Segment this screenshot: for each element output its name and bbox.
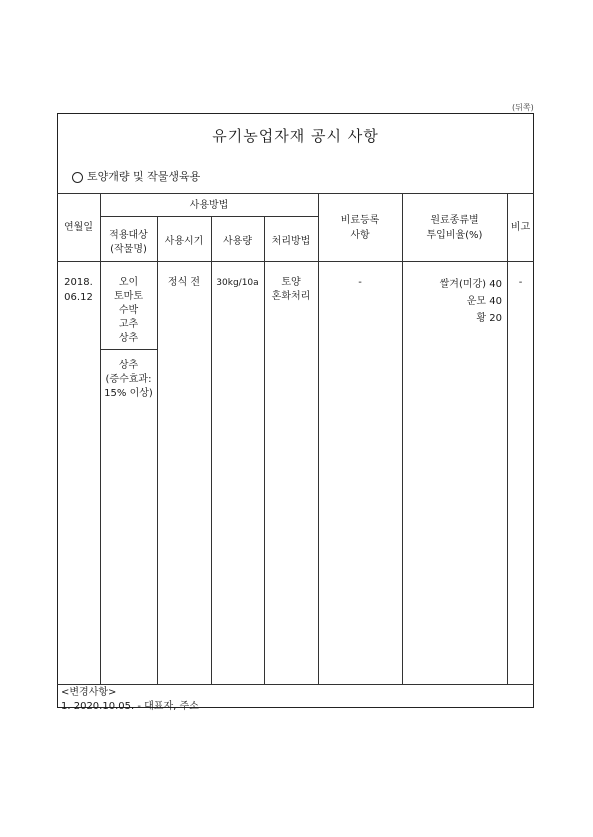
header-process: 처리방법 (271, 236, 311, 247)
row-timing: 정식 전 (167, 277, 201, 288)
header-target-line2: (작물명) (110, 244, 147, 255)
material-item: 황 20 (476, 313, 502, 324)
document-title: 유기농업자재 공시 사항 (212, 127, 379, 145)
crop-item: 고추 (118, 319, 139, 330)
header-amount: 사용량 (223, 236, 252, 247)
table-bottom-border (57, 684, 534, 685)
header-date: 연월일 (64, 222, 93, 233)
change-item: 1. 2020.10.05. - 대표자, 주소 (61, 701, 199, 712)
crop-sub-line: 15% 이상) (104, 388, 153, 399)
header-fert-line2: 사항 (350, 230, 370, 241)
header-material-line1: 원료종류별 (430, 215, 479, 226)
row-note: - (518, 277, 523, 288)
row-process-line2: 혼화처리 (271, 291, 311, 302)
row-fert: - (358, 277, 362, 288)
row-date-line2: 06.12 (64, 292, 93, 303)
circle-bullet-icon (72, 172, 83, 183)
material-item: 운모 40 (466, 296, 502, 307)
crop-item: 수박 (118, 305, 139, 316)
category-label: 토양개량 및 작물생육용 (87, 170, 201, 183)
header-method-group: 사용방법 (189, 200, 229, 211)
crop-item: 오이 (118, 277, 139, 288)
material-item: 쌀겨(미강) 40 (439, 279, 502, 290)
method-group-divider (100, 216, 318, 217)
row-process-line1: 토양 (281, 277, 301, 288)
back-side-label: (뒤쪽) (512, 103, 534, 112)
crop-sub-divider (100, 349, 157, 350)
col-divider-fert (402, 193, 403, 684)
col-divider-date (100, 193, 101, 684)
crop-item: 토마토 (114, 291, 143, 302)
header-fert-line1: 비료등록 (340, 215, 380, 226)
crop-sub-line: (증수효과: (105, 374, 152, 385)
header-material-line2: 투입비율(%) (426, 230, 483, 241)
row-date-line1: 2018. (64, 277, 93, 288)
header-note: 비고 (510, 222, 531, 233)
col-divider-method (318, 193, 319, 684)
header-bottom-border (57, 261, 534, 262)
crop-item: 상추 (118, 333, 139, 344)
col-divider-material (507, 193, 508, 684)
table-top-border (57, 193, 534, 194)
changes-heading: <변경사항> (61, 687, 117, 698)
header-target-line1: 적용대상 (109, 230, 148, 241)
crop-sub-line: 상추 (118, 360, 139, 371)
row-amount: 30kg/10a (216, 278, 259, 288)
header-timing: 사용시기 (164, 236, 204, 247)
